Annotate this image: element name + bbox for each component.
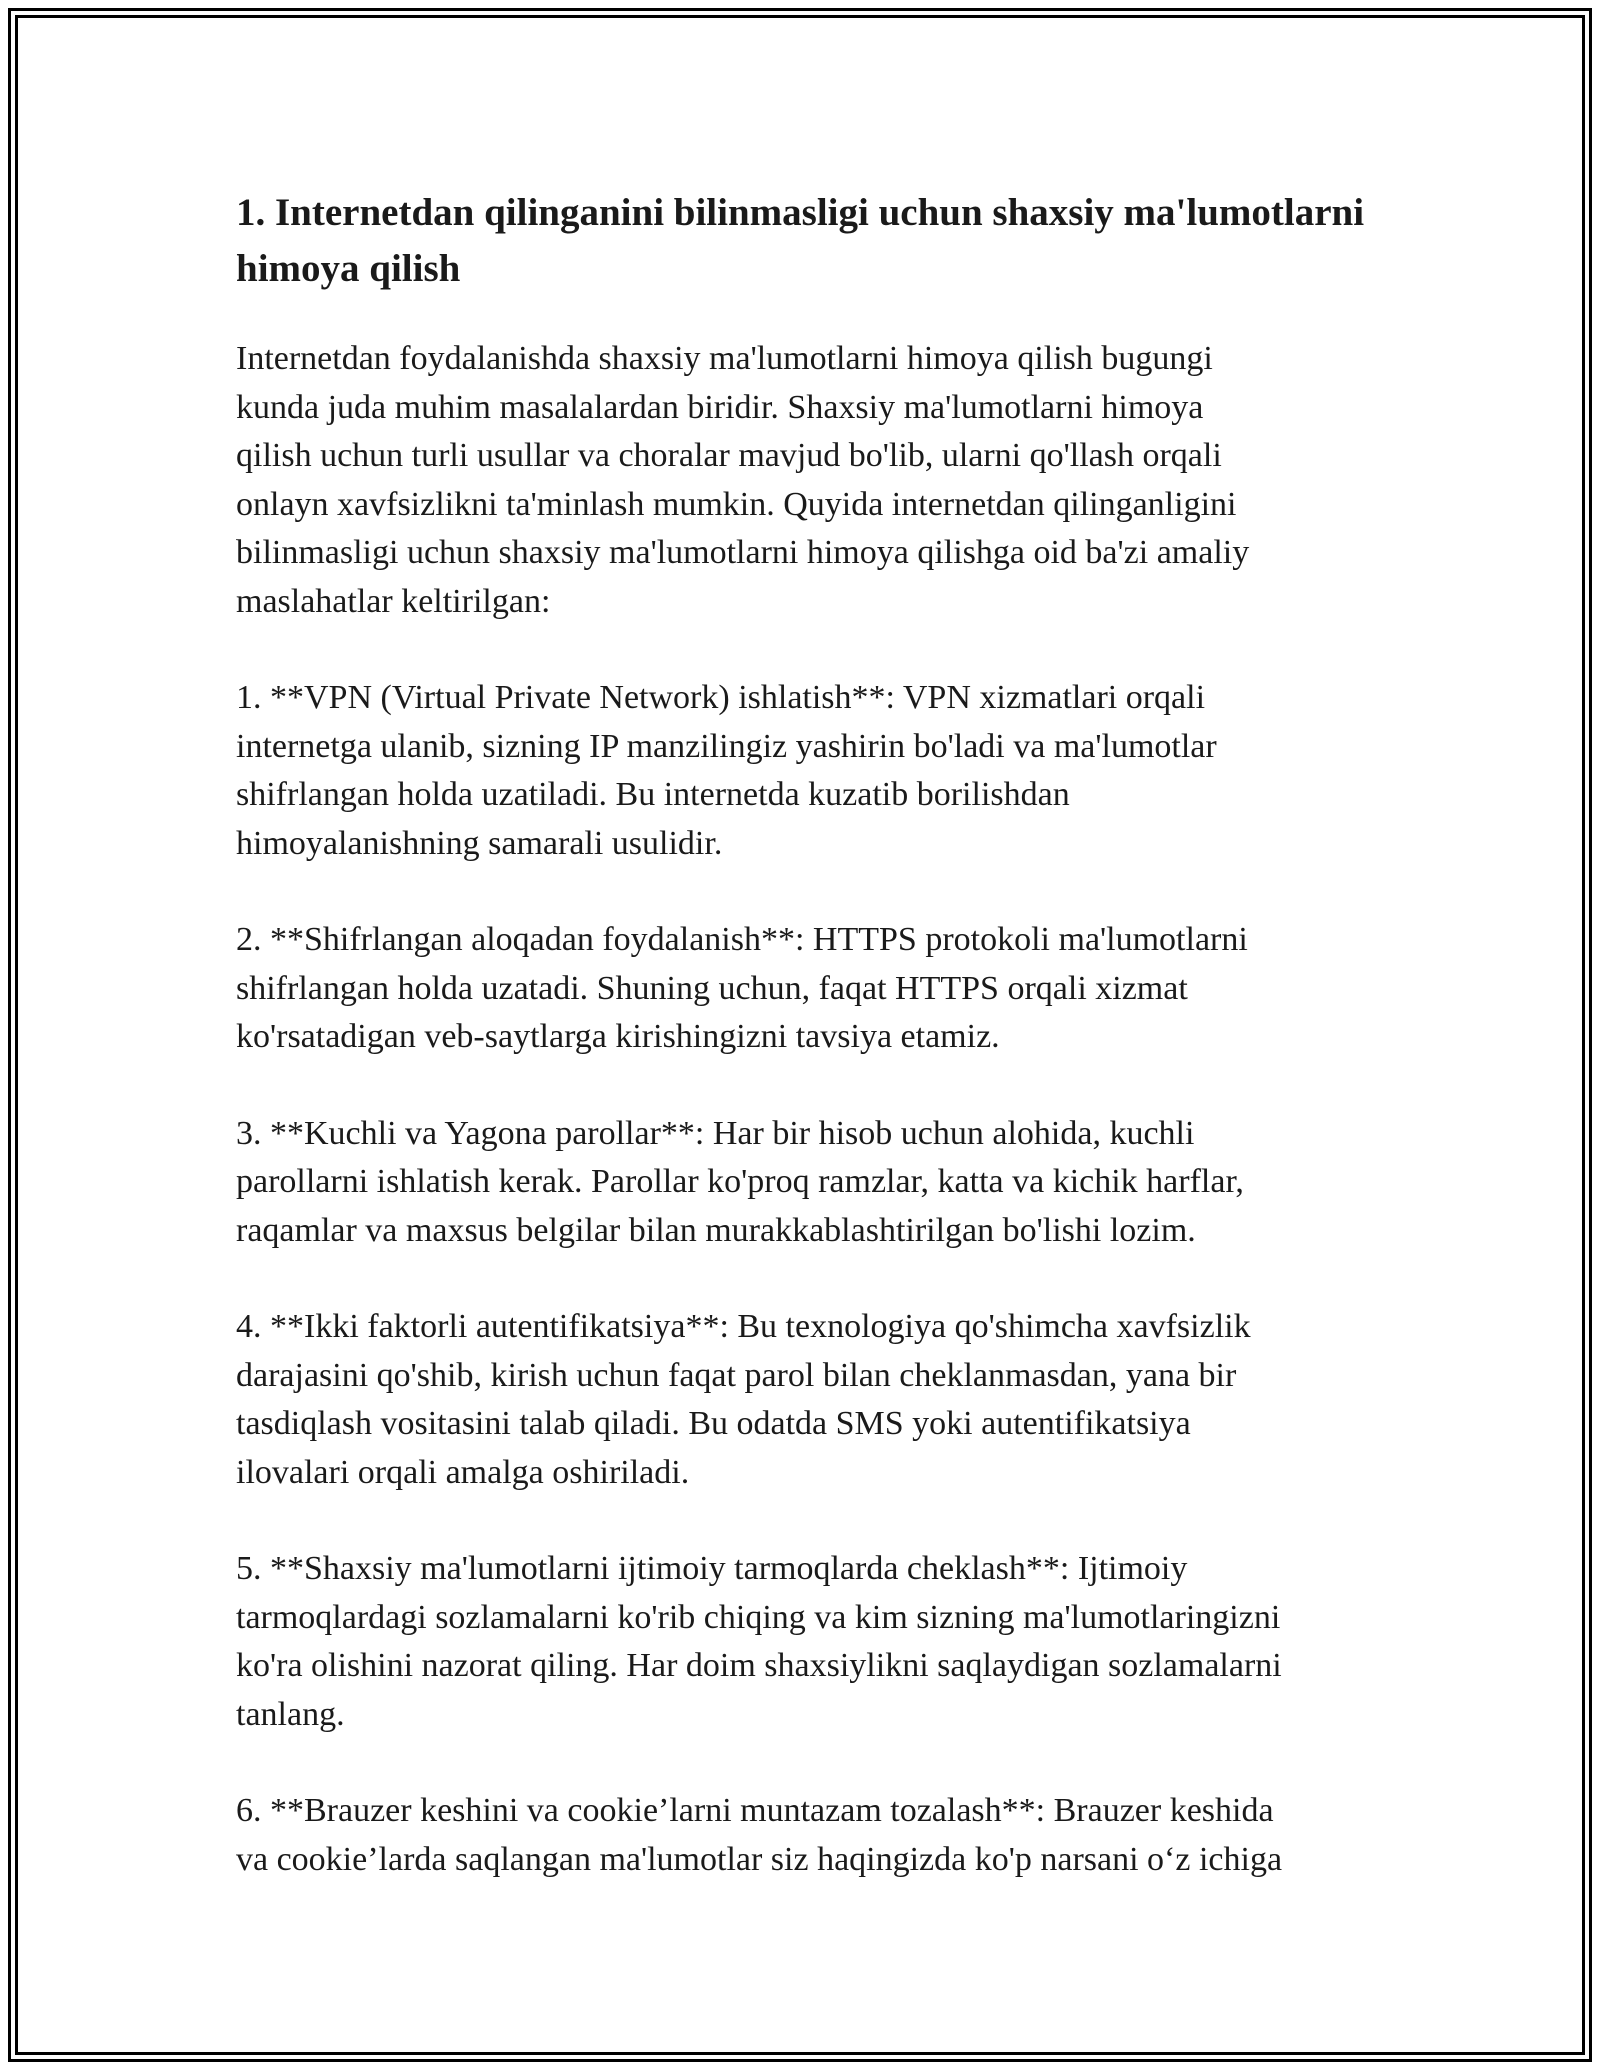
- document-body: [236, 185, 1386, 1932]
- tip-browser-cache-paragraph: 6. **Brauzer keshini va cookie’larni muntazam tozalash**: Brauzer keshida va cookie’larda saqlangan ma'lumotlar siz haqingizda ko'p narsani o‘z ichiga: [236, 1792, 1283, 1878]
- intro-paragraph: Internetdan foydalanishda shaxsiy ma'lumotlarni himoya qilish bugungi kunda juda muhim masalalardan biridir. Shaxsiy ma'lumotlarni himoya qilish uchun turli usullar va choralar mavjud bo'lib, ularni qo'llash orqali onlayn xavfsizlikni ta'minlash mumkin. Quyida internetdan qilinganligini bilinmasligi uchun shaxsiy ma'lumotlarni himoya qilishga oid ba'zi amaliy maslahatlar keltirilgan:: [236, 340, 1250, 620]
- tip-https-paragraph: 2. **Shifrlangan aloqadan foydalanish**: HTTPS protokoli ma'lumotlarni shifrlangan holda uzatadi. Shuning uchun, faqat HTTPS orqali xizmat ko'rsatadigan veb-saytlarga kirishingizni tavsiya etamiz.: [236, 921, 1248, 1055]
- tip-social-media-paragraph: 5. **Shaxsiy ma'lumotlarni ijtimoiy tarmoqlarda cheklash**: Ijtimoiy tarmoqlardagi sozlamalarni ko'rib chiqing va kim sizning ma'lumotlaringizni ko'ra olishini nazorat qiling. Har doim shaxsiylikni saqlaydigan sozlamalarni tanlang.: [236, 1550, 1282, 1733]
- tip-vpn-paragraph: 1. **VPN (Virtual Private Network) ishlatish**: VPN xizmatlari orqali internetga ulanib, sizning IP manzilingiz yashirin bo'ladi va ma'lumotlar shifrlangan holda uzatiladi. Bu internetda kuzatib borilishdan himoyalanishning samarali usulidir.: [236, 679, 1217, 862]
- tip-passwords-paragraph: 3. **Kuchli va Yagona parollar**: Har bir hisob uchun alohida, kuchli parollarni ishlatish kerak. Parollar ko'proq ramzlar, katta va kichik harflar, raqamlar va maxsus belgilar bilan murakkablashtirilgan bo'lishi lozim.: [236, 1114, 1244, 1249]
- document-title: 1. Internetdan qilinganini bilinmasligi uchun shaxsiy ma'lumotlarni himoya qilish: [236, 191, 1365, 290]
- tip-2fa-paragraph: 4. **Ikki faktorli autentifikatsiya**: Bu texnologiya qo'shimcha xavfsizlik darajasini qo'shib, kirish uchun faqat parol bilan cheklanmasdan, yana bir tasdiqlash vositasini talab qiladi. Bu odatda SMS yoki autentifikatsiya ilovalari orqali amalga oshiriladi.: [236, 1308, 1251, 1491]
